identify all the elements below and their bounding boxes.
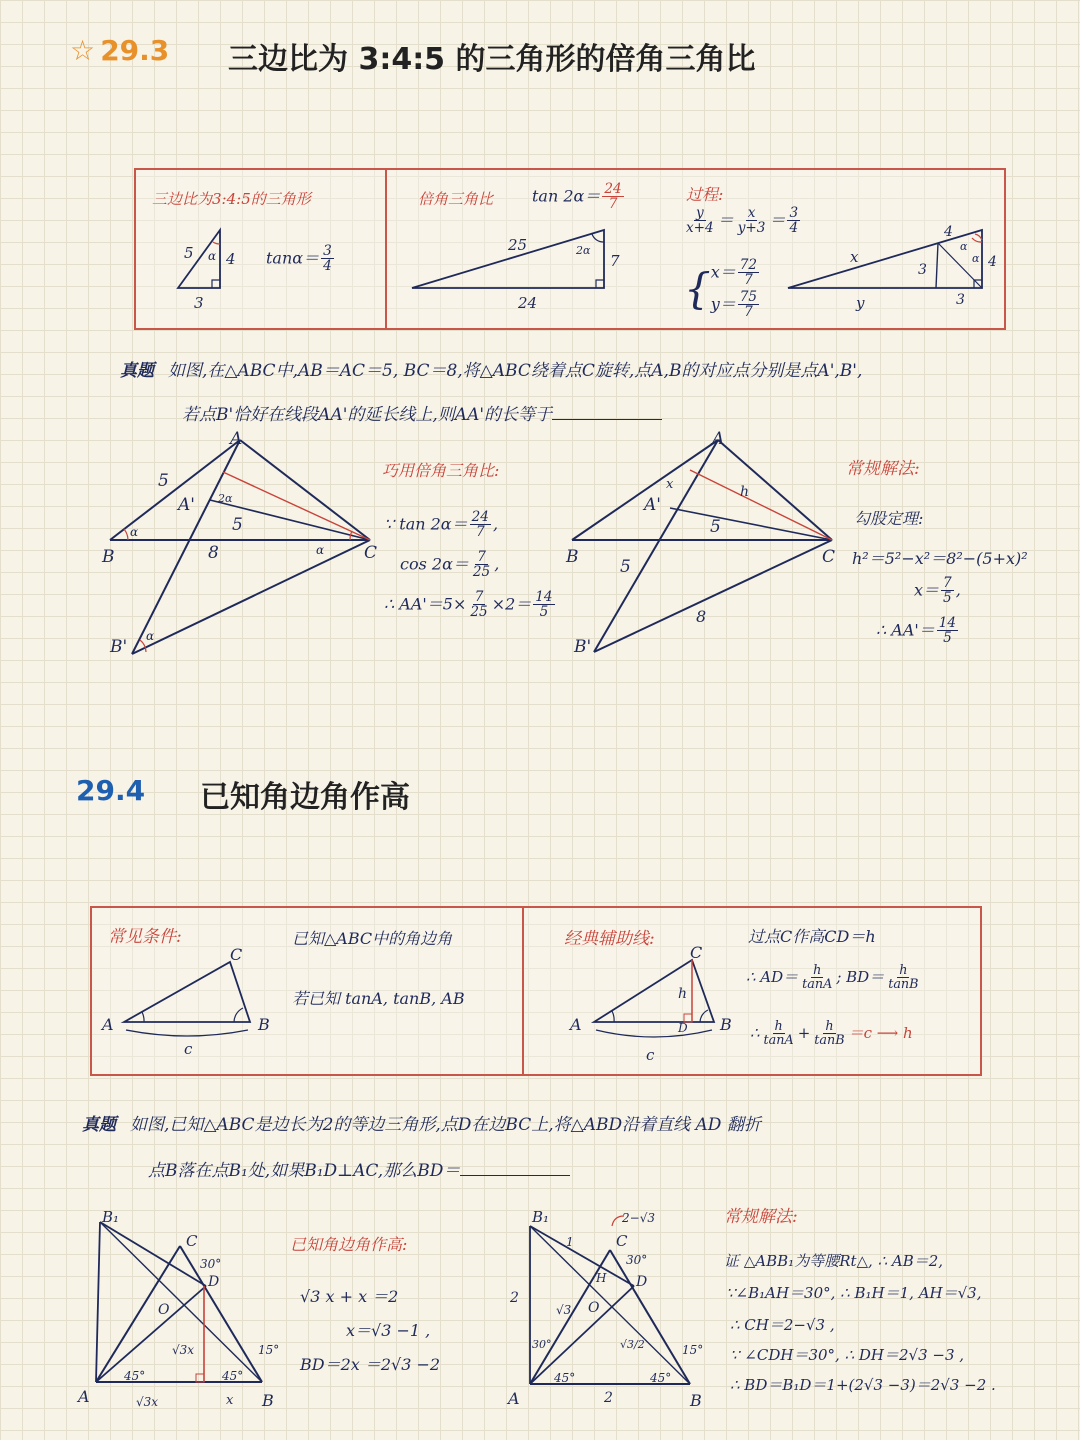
side-8: 8	[208, 543, 219, 563]
side-2-b: 2	[604, 1390, 613, 1406]
side-c: c	[646, 1046, 655, 1064]
section-29-3-header	[70, 34, 169, 67]
point-D: D	[636, 1274, 648, 1290]
fold-method1-line2: x＝√3 −1 ,	[346, 1321, 431, 1340]
alpha-C: α	[316, 543, 325, 557]
fold-figure-method2	[502, 1202, 722, 1412]
process-figure	[776, 170, 1006, 328]
root3x-b: √3x	[136, 1395, 159, 1409]
point-A: A	[78, 1387, 90, 1406]
method1-line2: cos 2α＝ $\frac{7}{25}$ ,	[400, 549, 500, 581]
panel1-line1: 已知△ABC中的角边角	[292, 929, 453, 948]
solution-system: { x＝ $\frac{72}{7}$ y＝ $\frac{75}{7}$	[684, 257, 758, 320]
side-5-a: 5	[620, 557, 631, 577]
point-B-prime: B'	[110, 637, 128, 657]
length-root3-half: √3/2	[620, 1338, 645, 1351]
point-A-prime: A'	[644, 495, 661, 515]
side-5-b: 5	[710, 517, 721, 537]
length-2-minus-root3: 2−√3	[622, 1211, 655, 1225]
point-B: B	[720, 1015, 732, 1034]
point-D: D	[208, 1274, 220, 1290]
y-label: y	[856, 294, 865, 312]
point-B: B	[102, 547, 115, 567]
ratio-equation: $\frac{y}{x+4}$ ＝ $\frac{x}{y+3}$ ＝ $\frac{3}{4}$	[686, 205, 799, 237]
angle-45-b: 45°	[650, 1371, 672, 1385]
fold-method2-line1: 证 △ABB₁为等腰Rt△, ∴ AB＝2,	[724, 1252, 944, 1270]
point-D: D	[678, 1021, 688, 1035]
fold-figure-method1	[76, 1210, 296, 1410]
alpha-label-b: α	[972, 252, 980, 265]
point-A: A	[712, 429, 725, 449]
answer-blank	[552, 419, 662, 420]
point-C: C	[822, 547, 836, 567]
double-angle-triangle-figure	[386, 170, 646, 328]
point-B1: B₁	[532, 1208, 550, 1226]
fold-method1-line3: BD＝2x ＝2√3 −2	[300, 1355, 441, 1374]
point-C: C	[616, 1232, 628, 1250]
tan-2alpha-formula: tan 2α＝ $\frac{24}{7}$	[532, 181, 622, 213]
summary-box-29-3	[134, 168, 1006, 330]
length-1: 1	[566, 1235, 574, 1249]
h-label: h	[740, 484, 750, 500]
three-label-a: 3	[918, 262, 927, 278]
method1-title: 巧用倍角三角比:	[382, 461, 500, 480]
point-C: C	[230, 945, 243, 964]
side-8: 8	[696, 607, 707, 626]
angle-45-b: 45°	[222, 1369, 244, 1383]
answer-blank	[460, 1175, 570, 1176]
side-5-a: 5	[158, 471, 169, 491]
problem1-line2: 若点B'恰好在线段AA'的延长线上,则AA'的长等于	[182, 400, 662, 425]
panel2-title: 经典辅助线:	[564, 929, 655, 949]
angle-15: 15°	[258, 1343, 280, 1357]
fold-method2-line3: ∴ CH＝2−√3 ,	[730, 1316, 835, 1334]
point-O: O	[588, 1300, 600, 1316]
fold-method1-title: 已知角边角作高:	[290, 1235, 408, 1254]
method2-line1: 勾股定理:	[854, 509, 924, 528]
side-2-a: 2	[510, 1290, 519, 1306]
problem2-line1: 真题 如图,已知△ABC是边长为2的等边三角形,点D在边BC上,将△ABD沿着直线 AD 翻折	[82, 1115, 761, 1135]
fold-method2-line4: ∵ ∠CDH＝30°, ∴ DH＝2√3 −3 ,	[730, 1346, 965, 1364]
section-number: 29.3	[100, 34, 170, 67]
x-label: x	[226, 1393, 234, 1408]
triangle-345-figure	[136, 170, 386, 328]
x-label: x	[850, 248, 859, 266]
leg-h-label: 3	[194, 294, 204, 312]
hyp-25-label: 25	[508, 236, 528, 254]
hyp-label: 5	[184, 244, 194, 262]
point-O: O	[158, 1302, 170, 1318]
side-5-b: 5	[232, 515, 243, 535]
angle-45-a: 45°	[554, 1371, 576, 1385]
method2-line3: x＝ $\frac{7}{5}$ ,	[914, 575, 961, 607]
angle-45-a: 45°	[124, 1369, 146, 1383]
leg-24-label: 24	[518, 294, 538, 312]
point-A: A	[102, 1015, 114, 1034]
method1-line3: ∴ AA'＝5× $\frac{7}{25}$ ×2＝ $\frac{14}{5}$	[384, 589, 553, 621]
angle-30-b: 30°	[626, 1253, 648, 1267]
point-A-prime: A'	[178, 495, 195, 515]
panel1-line2: 若已知 tanA, tanB, AB	[292, 989, 465, 1008]
h-label: h	[678, 986, 688, 1002]
altitude-helper-figure	[524, 908, 744, 1068]
point-B: B	[262, 1391, 274, 1410]
point-A: A	[570, 1015, 582, 1034]
point-B: B	[258, 1015, 270, 1034]
four-label-b: 4	[988, 254, 997, 270]
root3x-a: √3x	[172, 1343, 195, 1357]
angle-30-a: 30°	[532, 1338, 552, 1351]
problem1-line1: 真题 如图,在△ABC中,AB＝AC＝5, BC＝8,将△ABC绕着点C旋转,点A,B的对应点分别是点A',B',	[120, 361, 863, 381]
asa-triangle-figure	[92, 908, 292, 1068]
angle-30: 30°	[200, 1257, 222, 1271]
fold-method2-line5: ∴ BD＝B₁D＝1+(2√3 −3)＝2√3 −2 .	[730, 1376, 996, 1394]
point-C: C	[364, 543, 378, 563]
problem2-line2: 点B落在点B₁处,如果B₁D⊥AC,那么BD＝	[148, 1156, 570, 1181]
x-label: x	[666, 477, 674, 492]
point-C: C	[690, 943, 703, 962]
length-root3: √3	[556, 1303, 572, 1317]
tan-alpha-formula: tanα＝ $\frac{3}{4}$	[266, 243, 332, 275]
point-C: C	[186, 1232, 198, 1250]
leg-v-label: 4	[226, 250, 236, 268]
panel2-line2: ∴ AD＝ $\frac{h}{\tan A}$ ; BD＝ $\frac{h}{\tan B}$	[746, 963, 919, 993]
section-29-4-title: 已知角边角作高	[200, 780, 410, 815]
method2-line2: h²＝5²−x²＝8²−(5+x)²	[852, 549, 1028, 568]
point-B-prime: B'	[574, 637, 592, 657]
panel2-title: 倍角三角比	[418, 190, 494, 208]
leg-7-label: 7	[610, 252, 620, 270]
method2-line4: ∴ AA'＝ $\frac{14}{5}$	[876, 615, 957, 647]
four-label-a: 4	[944, 224, 953, 240]
fold-method2-title: 常规解法:	[724, 1207, 798, 1227]
section-29-4-number: 29.4	[76, 774, 146, 807]
alpha-B: α	[130, 525, 139, 539]
point-B: B	[690, 1391, 702, 1410]
panel3-title: 过程:	[686, 185, 724, 204]
method1-line1: ∵ tan 2α＝ $\frac{24}{7}$ ,	[384, 509, 499, 541]
panel1-title: 三边比为3:4:5的三角形	[152, 190, 311, 208]
point-H: H	[596, 1271, 607, 1285]
point-B: B	[566, 547, 579, 567]
two-alpha-label: 2α	[218, 492, 233, 505]
angle-15: 15°	[682, 1343, 704, 1357]
fold-method1-line1: √3 x + x ＝2	[300, 1287, 399, 1306]
brace: {	[684, 263, 711, 313]
angle-alpha-label: α	[208, 249, 217, 263]
point-A: A	[508, 1389, 520, 1408]
alpha-B-prime: α	[146, 629, 155, 643]
angle-2alpha-label: 2α	[576, 244, 591, 257]
point-B1: B₁	[102, 1208, 120, 1226]
fold-method2-line2: ∵∠B₁AH＝30°, ∴ B₁H＝1, AH＝√3,	[726, 1284, 982, 1302]
method2-title: 常规解法:	[846, 459, 920, 479]
side-c: c	[184, 1040, 193, 1058]
three-label-b: 3	[956, 292, 965, 308]
star-icon: ☆	[70, 34, 96, 67]
panel2-line3: ∴ $\frac{h}{\tan A}$ + $\frac{h}{\tan B}$ ＝c ⟶ h	[750, 1019, 913, 1049]
panel1-title: 常见条件:	[108, 927, 182, 947]
point-A: A	[230, 429, 243, 449]
rotation-figure-method2	[566, 430, 856, 660]
section-title: 三边比为 3:4:5 的三角形的倍角三角比	[228, 42, 756, 77]
panel2-line1: 过点C作高CD＝h	[748, 927, 876, 946]
summary-box-29-4	[90, 906, 982, 1076]
rotation-figure-method1	[102, 430, 402, 660]
alpha-label-a: α	[960, 240, 968, 253]
